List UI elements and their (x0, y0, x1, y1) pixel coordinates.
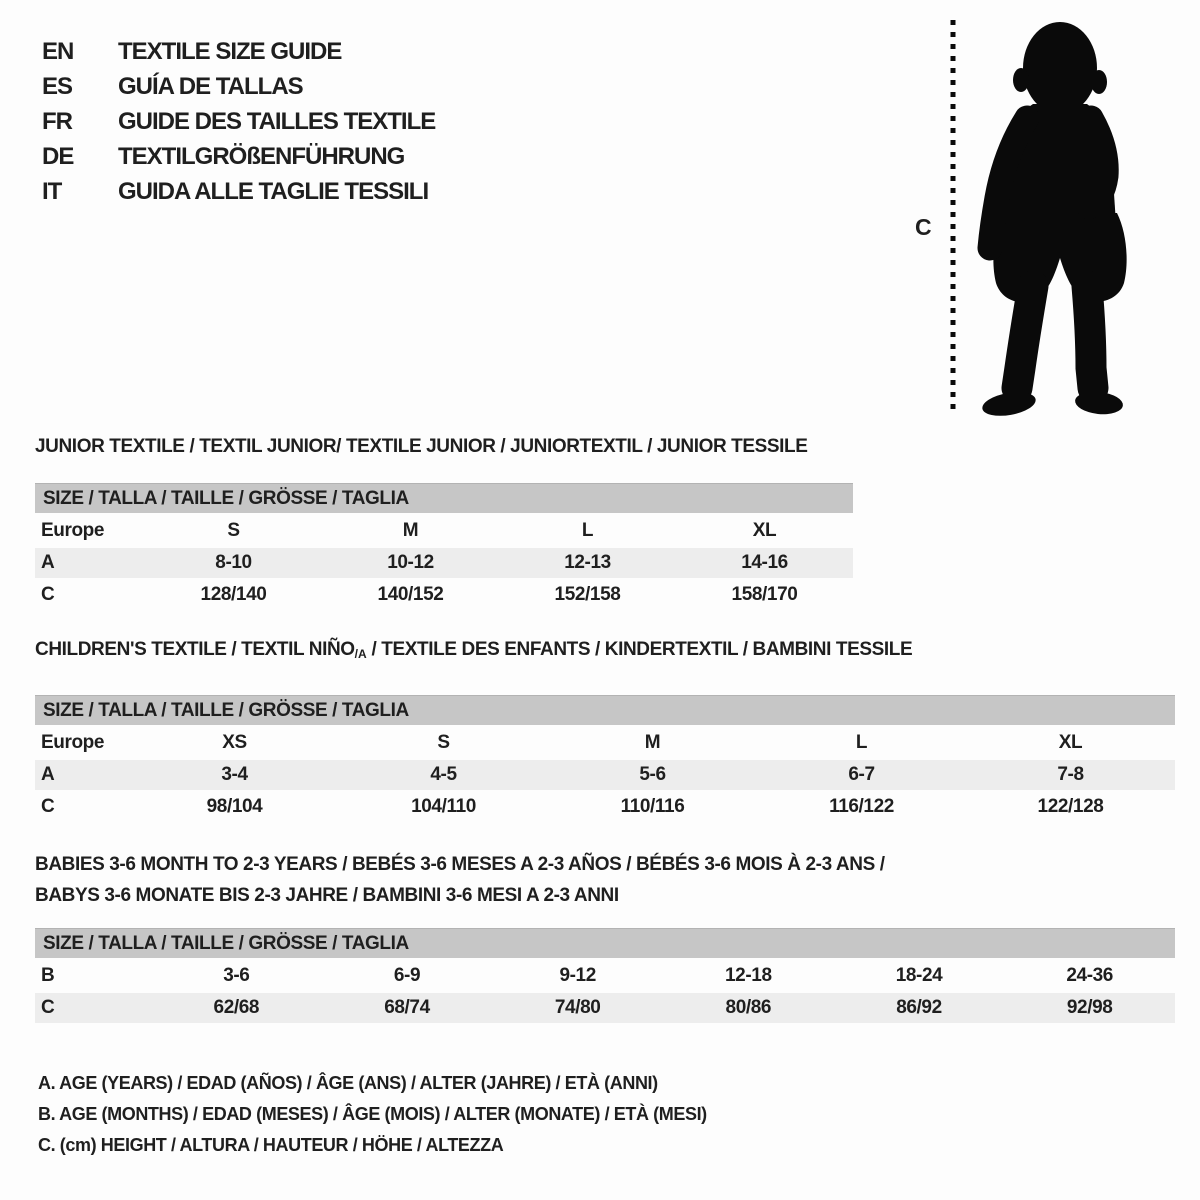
language-row-fr (42, 104, 435, 139)
height-cell: 122/128 (1037, 796, 1104, 817)
height-cell: 80/86 (725, 997, 772, 1018)
language-code: ES (42, 72, 73, 100)
children-section-title (35, 639, 1175, 665)
language-title: GUÍA DE TALLAS (118, 72, 303, 100)
junior-size-table (35, 483, 853, 610)
age-cell: 3-4 (221, 764, 248, 785)
height-cell: 68/74 (384, 997, 430, 1018)
size-header-band: SIZE / TALLA / TAILLE / GRÖSSE / TAGLIA (35, 695, 1175, 725)
children-title-subscript: /A (354, 647, 367, 661)
age-cell: 18-24 (895, 965, 943, 986)
babies-section-title (35, 849, 1175, 911)
language-title: GUIDE DES TAILLES TEXTILE (118, 107, 436, 135)
language-title-list (42, 34, 435, 209)
age-cell: 6-9 (393, 965, 421, 986)
language-title: TEXTILE SIZE GUIDE (118, 37, 342, 65)
height-cell: 140/152 (377, 584, 444, 605)
table-row-height (35, 580, 853, 610)
size-header-band: SIZE / TALLA / TAILLE / GRÖSSE / TAGLIA (35, 928, 1175, 958)
height-measure-label: C (915, 214, 932, 240)
row-label: C (41, 796, 55, 817)
table-row-europe (35, 516, 853, 546)
height-cell: 98/104 (206, 796, 263, 817)
age-cell: 6-7 (848, 764, 875, 785)
babies-title-line2: BABYS 3-6 MONATE BIS 2-3 JAHRE / BAMBINI 3-6 MESI A 2-3 ANNI (35, 885, 619, 906)
row-label: C (41, 584, 55, 605)
toddler-silhouette-icon (943, 12, 1143, 420)
size-cell: S (437, 732, 450, 753)
legend-line-a: A. AGE (YEARS) / EDAD (AÑOS) / ÂGE (ANS) / ALTER (JAHRE) / ETÀ (ANNI) (38, 1073, 658, 1093)
table-row-age-months (35, 961, 1175, 991)
height-cell: 62/68 (213, 997, 260, 1018)
children-title-rest: / TEXTILE DES ENFANTS / KINDERTEXTIL / BAMBINI TESSILE (366, 639, 913, 660)
language-code: FR (42, 107, 72, 135)
size-cell: M (402, 520, 419, 541)
age-cell: 12-13 (564, 552, 611, 573)
table-row-height (35, 993, 1175, 1023)
table-row-age (35, 548, 853, 578)
height-cell: 104/110 (411, 796, 476, 817)
size-cell: XL (752, 520, 777, 541)
height-cell: 152/158 (554, 584, 621, 605)
measurement-legend (38, 1068, 707, 1161)
language-row-de (42, 139, 435, 174)
table-row-europe (35, 728, 1175, 758)
size-cell: L (581, 520, 594, 541)
babies-title-line1: BABIES 3-6 MONTH TO 2-3 YEARS / BEBÉS 3-6 MESES A 2-3 AÑOS / BÉBÉS 3-6 MOIS À 2-3 ANS / (35, 854, 885, 875)
language-code: EN (42, 37, 74, 65)
height-cell: 158/170 (731, 584, 798, 605)
legend-line-b: B. AGE (MONTHS) / EDAD (MESES) / ÂGE (MOIS) / ALTER (MONATE) / ETÀ (MESI) (38, 1104, 707, 1124)
language-row-en (42, 34, 435, 69)
language-row-es (42, 69, 435, 104)
size-cell: L (855, 732, 868, 753)
table-row-height (35, 792, 1175, 822)
row-label: A (41, 552, 55, 573)
age-cell: 24-36 (1066, 965, 1113, 986)
section-children-textile (35, 639, 1175, 824)
table-row-age (35, 760, 1175, 790)
row-label: C (41, 997, 55, 1018)
legend-line-c: C. (cm) HEIGHT / ALTURA / HAUTEUR / HÖHE / ALTEZZA (38, 1135, 504, 1155)
babies-size-table (35, 928, 1175, 1023)
age-cell: 4-5 (430, 764, 457, 785)
junior-section-title: JUNIOR TEXTILE / TEXTIL JUNIOR/ TEXTILE JUNIOR / JUNIORTEXTIL / JUNIOR TESSILE (35, 436, 808, 457)
size-cell: XL (1058, 732, 1083, 753)
height-cell: 128/140 (200, 584, 267, 605)
children-size-table (35, 695, 1175, 822)
age-cell: 5-6 (639, 764, 666, 785)
age-cell: 10-12 (387, 552, 434, 573)
size-cell: XS (222, 732, 247, 753)
size-cell: S (227, 520, 240, 541)
row-label: Europe (41, 732, 105, 753)
age-cell: 9-12 (559, 965, 596, 986)
language-row-it (42, 174, 435, 209)
size-header-band: SIZE / TALLA / TAILLE / GRÖSSE / TAGLIA (35, 483, 853, 513)
language-title: GUIDA ALLE TAGLIE TESSILI (118, 177, 429, 205)
height-cell: 92/98 (1066, 997, 1113, 1018)
language-code: IT (42, 177, 62, 205)
age-cell: 3-6 (223, 965, 250, 986)
age-cell: 14-16 (741, 552, 788, 573)
height-cell: 86/92 (896, 997, 942, 1018)
height-cell: 74/80 (554, 997, 601, 1018)
height-figure (905, 12, 1185, 422)
row-label: A (41, 764, 55, 785)
language-title: TEXTILGRÖßENFÜHRUNG (118, 142, 405, 170)
row-label: B (41, 965, 55, 986)
height-cell: 116/122 (829, 796, 894, 817)
section-babies-textile (35, 849, 1175, 1025)
size-cell: M (644, 732, 661, 753)
height-cell: 110/116 (620, 796, 685, 817)
age-cell: 8-10 (215, 552, 252, 573)
section-junior-textile (35, 436, 853, 612)
language-code: DE (42, 142, 74, 170)
row-label: Europe (41, 520, 105, 541)
children-title-main: CHILDREN'S TEXTILE / TEXTIL NIÑO (35, 639, 355, 660)
age-cell: 7-8 (1057, 764, 1084, 785)
age-cell: 12-18 (725, 965, 772, 986)
